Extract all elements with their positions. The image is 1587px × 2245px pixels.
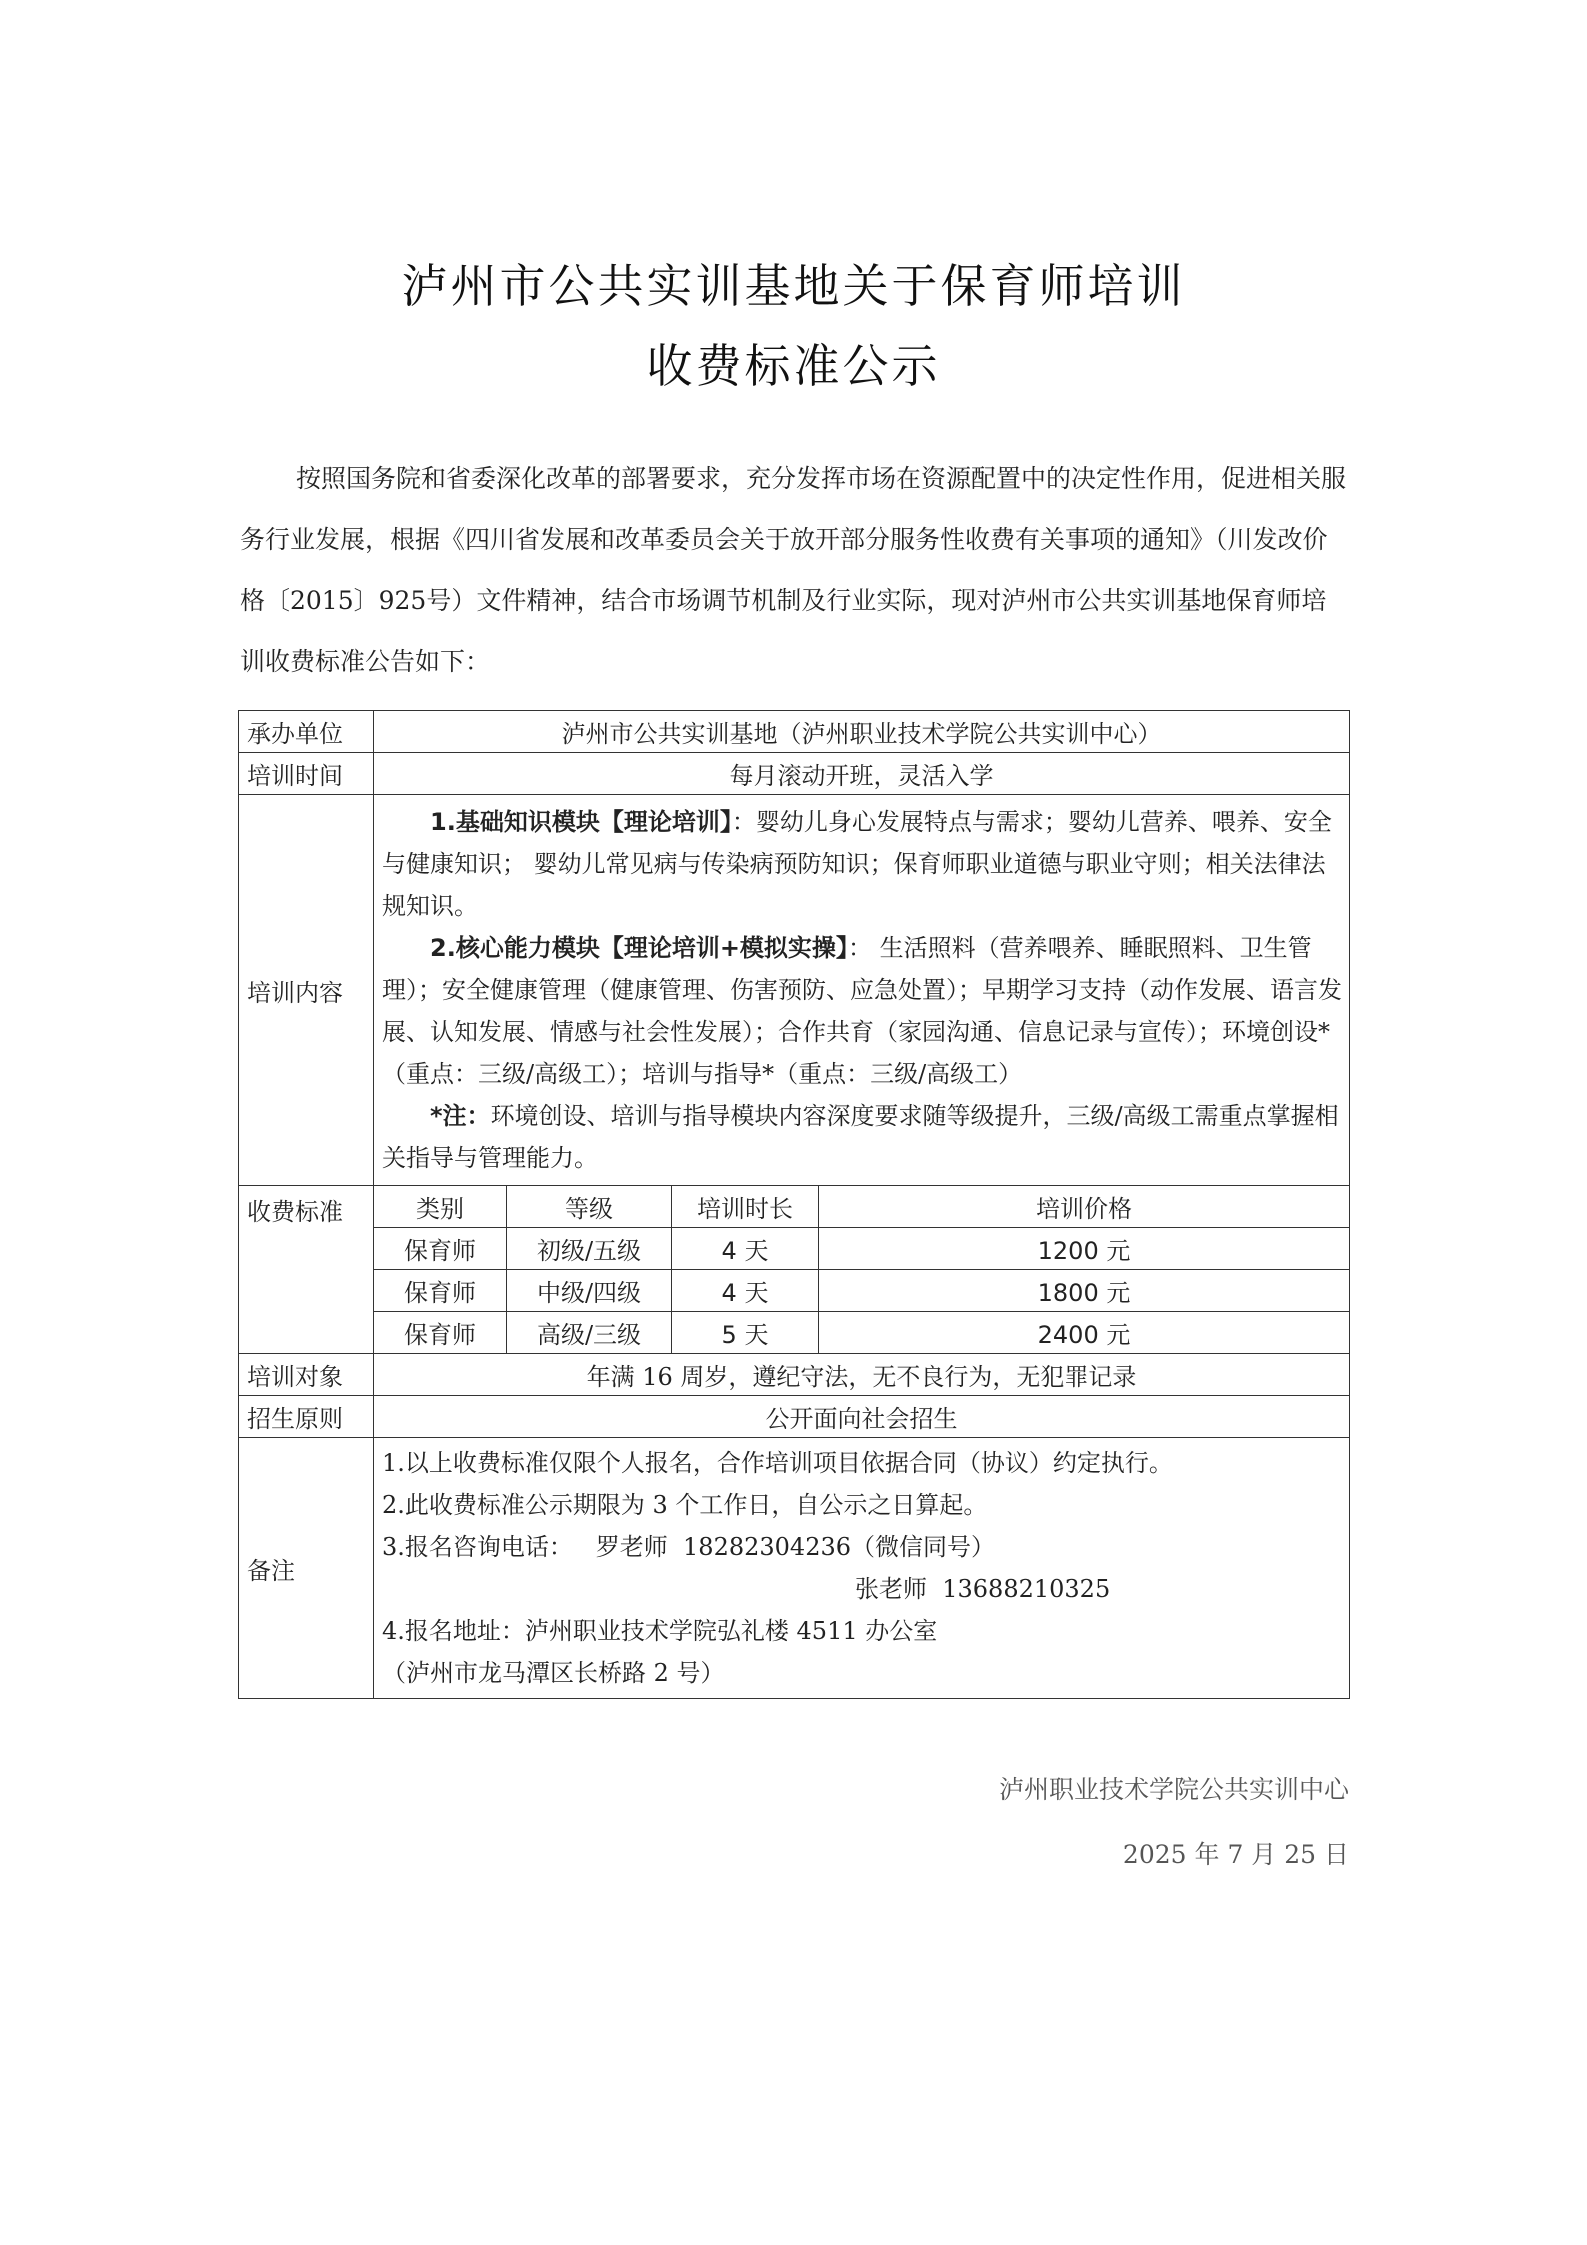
notes-label: 备注 xyxy=(239,1438,374,1699)
fee-price: 1800 元 xyxy=(819,1270,1350,1312)
fee-grid-header xyxy=(374,1186,1349,1228)
training-content-label: 培训内容 xyxy=(239,795,374,1186)
module-core-text: ： 生活照料（营养喂养、睡眠照料、卫生管理）；安全健康管理（健康管理、伤害预防、应急处置）；早期学习支持（动作发展、语言发展、认知发展、情感与社会性发展）；合作共育（家园沟通、信息记录与宣传）；环境创设*（重点：三级/高级工）；培训与指导*（重点：三级/高级工） xyxy=(382,934,1342,1088)
fee-row xyxy=(374,1228,1349,1270)
module-basic-text: ：婴幼儿身心发展特点与需求；婴幼儿营养、喂养、安全与健康知识； 婴幼儿常见病与传染病预防知识；保育师职业道德与职业守则；相关法律法规知识。 xyxy=(382,808,1332,920)
fee-duration: 5 天 xyxy=(672,1312,819,1354)
document-title-line2: 收费标准公示 xyxy=(646,339,941,393)
fee-standard-table xyxy=(238,710,1350,1699)
principle-label: 招生原则 xyxy=(239,1396,374,1438)
fee-price: 1200 元 xyxy=(819,1228,1350,1270)
training-time-value: 每月滚动开班，灵活入学 xyxy=(374,753,1350,795)
fee-duration: 4 天 xyxy=(672,1228,819,1270)
fee-grid xyxy=(374,1186,1349,1353)
module-core-ability xyxy=(382,927,1343,1095)
module-note-title: *注： xyxy=(430,1102,491,1130)
fee-level: 中级/四级 xyxy=(507,1270,672,1312)
intro-paragraph xyxy=(240,448,1348,692)
table-row-training-time xyxy=(239,753,1350,795)
document-title-line1: 泸州市公共实训基地关于保育师培训 xyxy=(401,259,1186,313)
module-core-title: 2.核心能力模块【理论培训+模拟实操】 xyxy=(430,934,848,962)
fee-standard-label: 收费标准 xyxy=(239,1186,374,1354)
note-line: 1.以上收费标准仅限个人报名，合作培训项目依据合同（协议）约定执行。 xyxy=(382,1449,1173,1477)
fee-duration: 4 天 xyxy=(672,1270,819,1312)
module-basic-knowledge xyxy=(382,801,1343,927)
table-row-principle xyxy=(239,1396,1350,1438)
module-note-text: 环境创设、培训与指导模块内容深度要求随等级提升，三级/高级工需重点掌握相关指导与管理能力。 xyxy=(382,1102,1339,1172)
fee-category: 保育师 xyxy=(374,1312,507,1354)
note-line: 张老师 13688210325 xyxy=(382,1575,1111,1603)
fee-header-level: 等级 xyxy=(507,1186,672,1228)
intro-text: 按照国务院和省委深化改革的部署要求，充分发挥市场在资源配置中的决定性作用，促进相关服务行业发展，根据《四川省发展和改革委员会关于放开部分服务性收费有关事项的通知》（川发改价格〔2015〕925号）文件精神，结合市场调节机制及行业实际，现对泸州市公共实训基地保育师培训收费标准公告如下： xyxy=(240,464,1347,676)
training-time-label: 培训时间 xyxy=(239,753,374,795)
target-label: 培训对象 xyxy=(239,1354,374,1396)
organizer-label: 承办单位 xyxy=(239,711,374,753)
fee-grid-cell xyxy=(374,1186,1350,1354)
table-row-notes xyxy=(239,1438,1350,1699)
fee-level: 高级/三级 xyxy=(507,1312,672,1354)
fee-header-duration: 培训时长 xyxy=(672,1186,819,1228)
footer-organization: 泸州职业技术学院公共实训中心 xyxy=(998,1775,1349,1804)
note-line: 3.报名咨询电话： 罗老师 18282304236（微信同号） xyxy=(382,1533,996,1561)
fee-category: 保育师 xyxy=(374,1228,507,1270)
footer-date: 2025 年 7 月 25 日 xyxy=(1122,1840,1349,1869)
fee-header-price: 培训价格 xyxy=(819,1186,1350,1228)
fee-category: 保育师 xyxy=(374,1270,507,1312)
training-content-value xyxy=(374,795,1350,1186)
table-row-training-content xyxy=(239,795,1350,1186)
table-row-target xyxy=(239,1354,1350,1396)
note-line: （泸州市龙马潭区长桥路 2 号） xyxy=(382,1659,725,1687)
organizer-value: 泸州市公共实训基地（泸州职业技术学院公共实训中心） xyxy=(374,711,1350,753)
table-row-organizer xyxy=(239,711,1350,753)
principle-value: 公开面向社会招生 xyxy=(374,1396,1350,1438)
fee-row xyxy=(374,1312,1349,1354)
fee-level: 初级/五级 xyxy=(507,1228,672,1270)
fee-row xyxy=(374,1270,1349,1312)
fee-price: 2400 元 xyxy=(819,1312,1350,1354)
table-row-fee-standard xyxy=(239,1186,1350,1354)
module-basic-title: 1.基础知识模块【理论培训】 xyxy=(430,808,732,836)
module-note xyxy=(382,1095,1343,1179)
target-value: 年满 16 周岁，遵纪守法，无不良行为，无犯罪记录 xyxy=(374,1354,1350,1396)
note-line: 4.报名地址：泸州职业技术学院弘礼楼 4511 办公室 xyxy=(382,1617,938,1645)
notes-value xyxy=(374,1438,1350,1699)
note-line: 2.此收费标准公示期限为 3 个工作日，自公示之日算起。 xyxy=(382,1491,988,1519)
fee-header-category: 类别 xyxy=(374,1186,507,1228)
